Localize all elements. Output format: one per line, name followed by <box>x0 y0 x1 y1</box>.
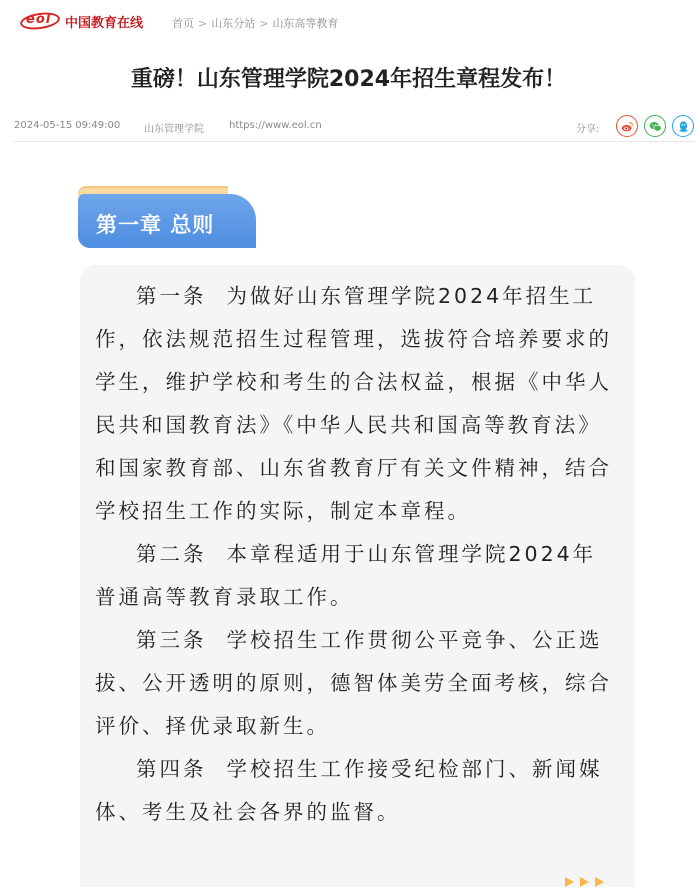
arrow-icon <box>595 877 604 887</box>
clause-number: 第一条 <box>136 284 207 308</box>
qq-share-button[interactable] <box>672 115 694 137</box>
publish-date: 2024-05-15 09:49:00 <box>14 120 121 131</box>
eol-logo-mark: eol <box>20 10 62 32</box>
wechat-icon <box>649 120 662 133</box>
source-url[interactable]: https://www.eol.cn <box>229 120 322 131</box>
clause-text: 为做好山东管理学院2024年招生工作，依法规范招生过程管理，选拔符合培养要求的学生，维护学校和考生的合法权益，根据《中华人民共和国教育法》《中华人民共和国高等教育法》和国家教育部、山东省教育厅有关文件精神，结合学校招生工作的实际，制定本章程。 <box>95 284 612 523</box>
clause-number: 第三条 <box>136 628 207 652</box>
clause-number: 第四条 <box>136 757 207 781</box>
clause-number: 第二条 <box>136 542 207 566</box>
top-nav <box>0 0 697 44</box>
breadcrumb-separator: > <box>198 17 208 30</box>
article-body <box>80 265 635 887</box>
chapter-heading <box>78 186 258 250</box>
article-paragraph <box>95 533 615 619</box>
article-meta <box>14 112 694 142</box>
article-source: 山东管理学院 <box>144 124 204 135</box>
article-paragraph <box>95 275 615 533</box>
decorative-arrows <box>565 877 604 887</box>
clause-text: 本章程适用于山东管理学院2024年普通高等教育录取工作。 <box>95 542 597 609</box>
page-title: 重磅！山东管理学院2024年招生章程发布！ <box>130 67 567 92</box>
clause-text: 学校招生工作贯彻公平竞争、公正选拔、公开透明的原则，德智体美劳全面考核，综合评价、择优录取新生。 <box>95 628 612 738</box>
share-label: 分享: <box>576 124 600 135</box>
weibo-share-button[interactable] <box>616 115 638 137</box>
site-name: 中国教育在线 <box>65 15 144 31</box>
qq-icon <box>677 120 690 133</box>
site-logo[interactable] <box>20 10 143 32</box>
breadcrumb-home[interactable]: 首页 <box>172 17 194 30</box>
article-paragraph <box>95 748 615 834</box>
article-paragraph <box>95 619 615 748</box>
breadcrumb-shandong[interactable]: 山东分站 <box>211 17 256 30</box>
breadcrumb-separator: > <box>259 17 269 30</box>
arrow-icon <box>580 877 589 887</box>
weibo-icon <box>621 120 634 133</box>
wechat-share-button[interactable] <box>644 115 666 137</box>
breadcrumb <box>172 15 338 31</box>
breadcrumb-higher-education[interactable]: 山东高等教育 <box>272 17 339 30</box>
arrow-icon <box>565 877 574 887</box>
clause-text: 学校招生工作接受纪检部门、新闻媒体、考生及社会各界的监督。 <box>95 757 603 824</box>
chapter-title: 第一章 总则 <box>78 194 256 248</box>
